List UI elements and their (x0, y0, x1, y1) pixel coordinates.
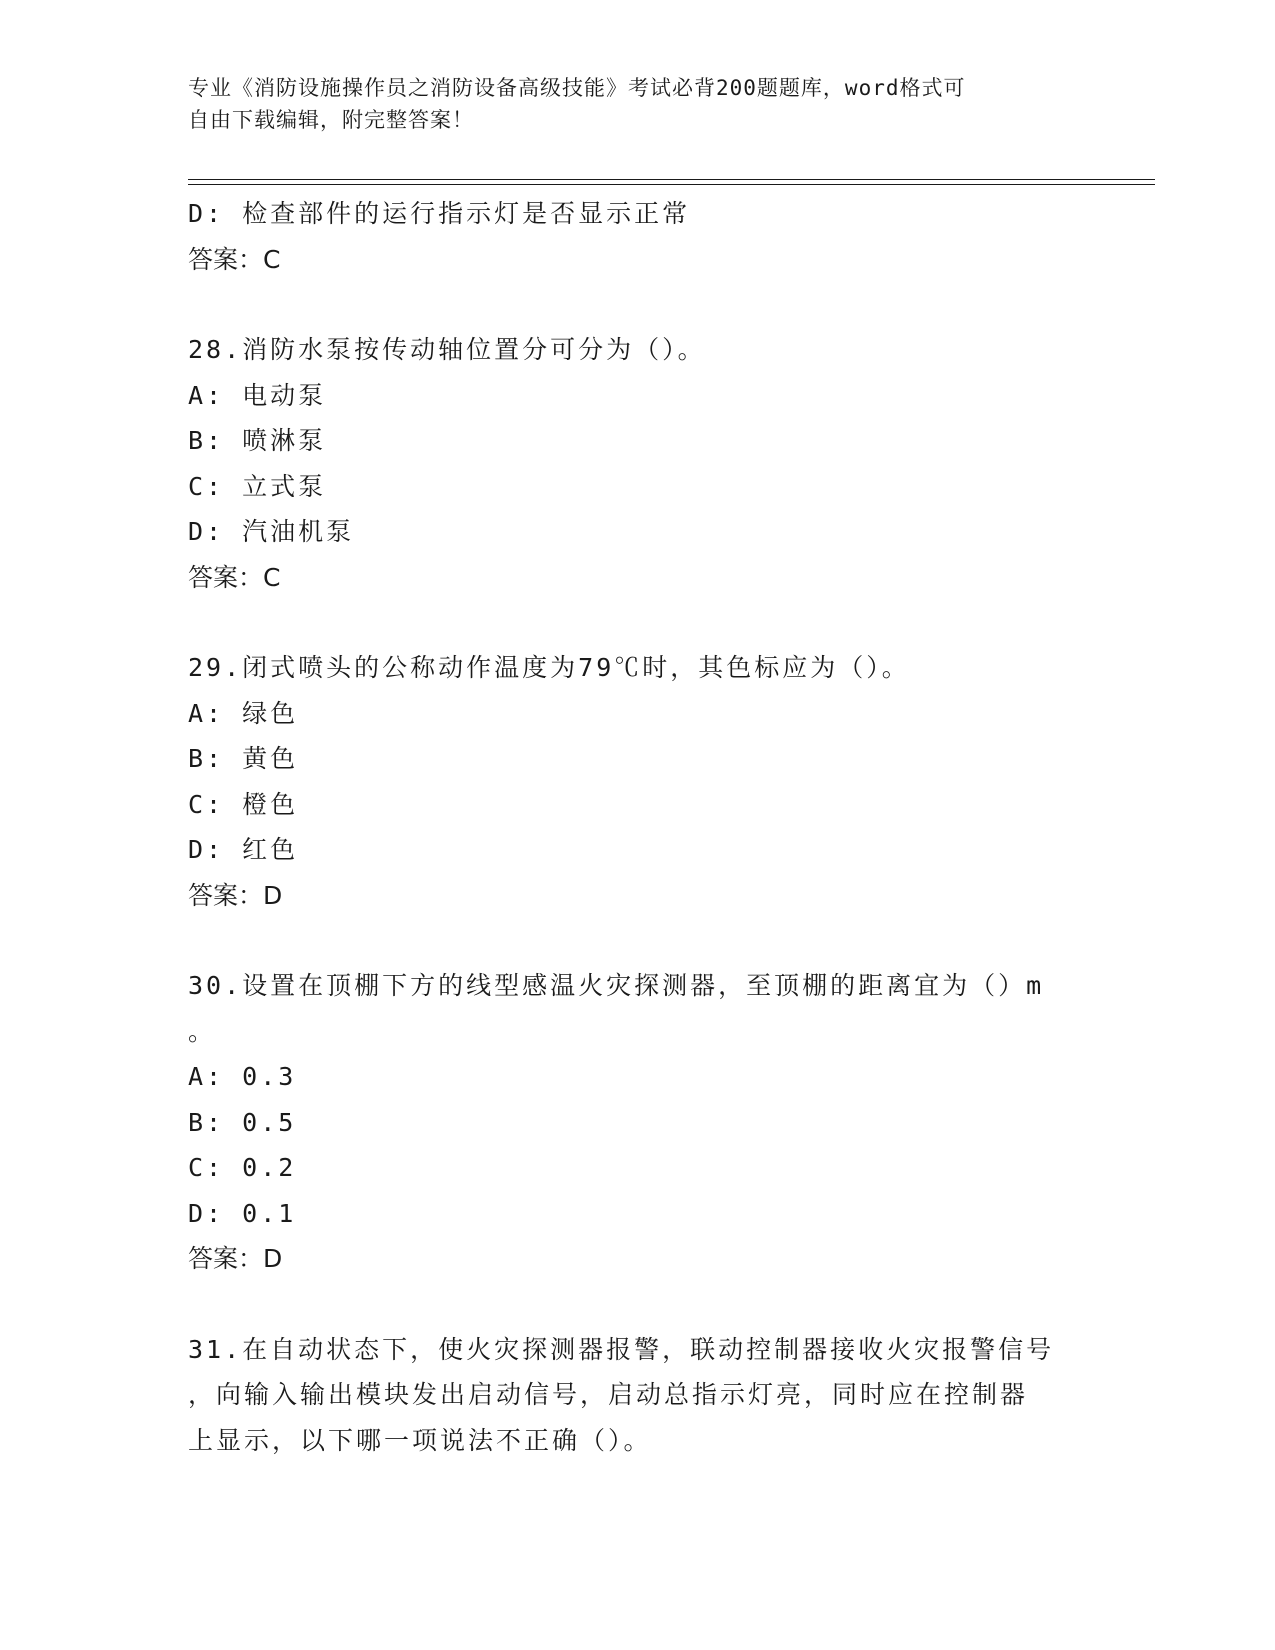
question-line: 上显示，以下哪一项说法不正确（）。 (188, 1425, 652, 1455)
question-line: A: 0.3 (188, 1062, 297, 1091)
question-block (188, 1327, 1088, 1464)
question-line: B: 喷淋泵 (188, 426, 327, 455)
answer-line: 答案：C (188, 244, 281, 274)
question-line: A: 电动泵 (188, 380, 327, 410)
question-line: 31.在自动状态下，使火灾探测器报警，联动控制器接收火灾报警信号 (188, 1334, 1055, 1364)
question-line: D: 红色 (188, 835, 299, 864)
question-line: C: 0.2 (188, 1153, 297, 1182)
question-line: D: 汽油机泵 (188, 517, 355, 546)
question-block (188, 191, 1088, 282)
block-spacer (188, 1282, 1088, 1327)
question-line: 30.设置在顶棚下方的线型感温火灾探测器，至顶棚的距离宜为（）m (188, 971, 1045, 1000)
block-spacer (188, 282, 1088, 327)
question-list (188, 191, 1088, 1463)
answer-line: 答案：D (188, 880, 283, 910)
header-rule-top (188, 179, 1155, 180)
question-line: D: 0.1 (188, 1198, 297, 1228)
question-line: C: 橙色 (188, 789, 299, 819)
question-line: D: 检查部件的运行指示灯是否显示正常 (188, 199, 691, 228)
question-block (188, 645, 1088, 918)
header-line-1: 专业《消防设施操作员之消防设备高级技能》考试必背200题题库，word格式可 (188, 76, 966, 100)
question-line: 29.闭式喷头的公称动作温度为79℃时，其色标应为（）。 (188, 653, 910, 682)
question-line: B: 0.5 (188, 1107, 297, 1137)
question-block (188, 327, 1088, 600)
question-line: B: 黄色 (188, 744, 299, 773)
question-line: ，向输入输出模块发出启动信号，启动总指示灯亮，同时应在控制器 (188, 1380, 1029, 1409)
block-spacer (188, 918, 1088, 963)
header-rule-bottom (188, 184, 1155, 185)
question-line: A: 绿色 (188, 698, 299, 728)
answer-line: 答案：D (188, 1244, 283, 1273)
answer-line: 答案：C (188, 562, 281, 592)
question-line: 28.消防水泵按传动轴位置分可分为（）。 (188, 335, 706, 364)
question-line: C: 立式泵 (188, 471, 327, 501)
question-block (188, 963, 1088, 1282)
header-line-2: 自由下载编辑，附完整答案！ (188, 108, 474, 132)
question-line: 。 (188, 1016, 217, 1046)
block-spacer (188, 600, 1088, 645)
document-header (188, 72, 1068, 136)
